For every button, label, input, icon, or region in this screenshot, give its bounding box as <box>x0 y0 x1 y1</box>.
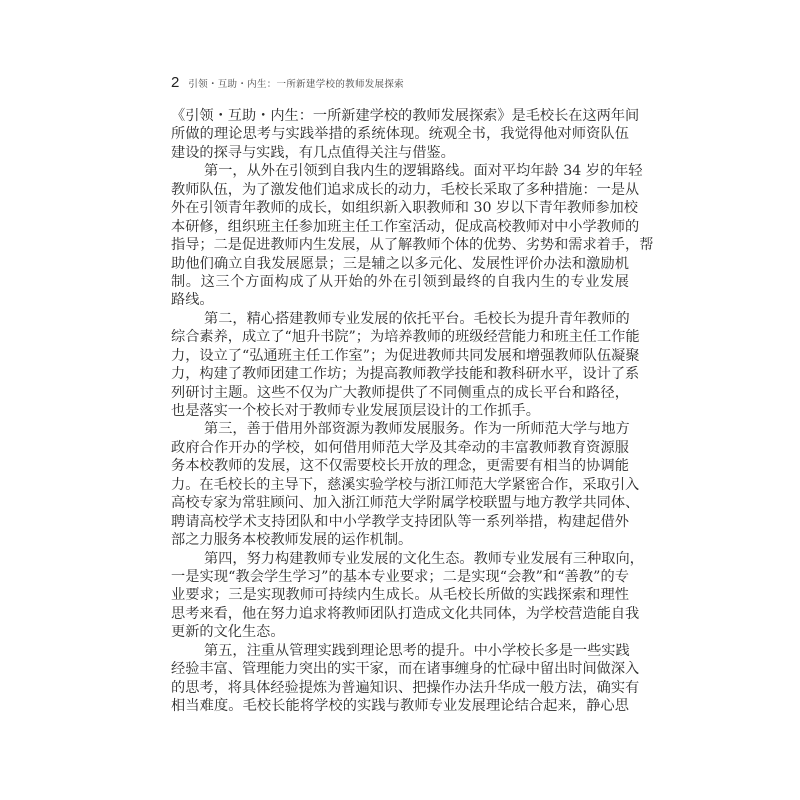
text-line: 建设的探寻与实践，有几点值得关注与借鉴。 <box>171 144 455 161</box>
text-line: 列研讨主题。这些不仅为广大教师提供了不同侧重点的成长平台和路径， <box>171 384 629 401</box>
paragraph <box>171 107 640 162</box>
text-line: 高校专家为常驻顾问、加入浙江师范大学附属学校联盟与地方教学共同体、 <box>171 495 640 512</box>
text-line: 助他们确立自我发展愿景；三是辅之以多元化、发展性评价办法和激励机 <box>171 255 629 272</box>
text-line: 第二，精心搭建教师专业发展的依托平台。毛校长为提升青年教师的 <box>204 310 630 327</box>
text-line: 经验丰富、管理能力突出的实干家，而在诸事缠身的忙碌中留出时间做深入 <box>171 661 640 678</box>
text-line: 《引领・互助・内生：一所新建学校的教师发展探索》是毛校长在这两年间 <box>171 108 640 124</box>
text-line: 指导；二是促进教师内生发展，从了解教师个体的优势、劣势和需求着手，帮 <box>171 237 654 254</box>
paragraph <box>171 420 640 549</box>
text-line: 教师队伍，为了激发他们追求成长的动力，毛校长采取了多种措施：一是从 <box>171 181 640 198</box>
text-line: 一是实现“教会学生学习”的基本专业要求；二是实现“会教”和“善教”的专 <box>171 568 629 585</box>
text-line: 所做的理论思考与实践举措的系统体现。统观全书，我觉得他对师资队伍 <box>171 126 629 143</box>
text-line: 路线。 <box>171 292 214 309</box>
text-line: 第五，注重从管理实践到理论思考的提升。中小学校长多是一些实践 <box>204 642 630 659</box>
text-line: 务本校教师的发展，这不仅需要校长开放的理念，更需要有相当的协调能 <box>171 458 629 475</box>
text-line: 力，设立了“弘通班主任工作室”；为促进教师共同发展和增强教师队伍凝聚 <box>171 347 640 364</box>
text-line: 本研修，组织班主任参加班主任工作室活动，促成高校教师对中小学教师的 <box>171 218 640 235</box>
paragraph <box>171 162 654 310</box>
text-line: 第一，从外在引领到自我内生的逻辑路线。面对平均年龄 34 岁的年轻 <box>204 163 643 180</box>
body-text <box>171 107 654 715</box>
text-line: 聘请高校学术支持团队和中小学教学支持团队等一系列举措，构建起借外 <box>171 513 629 530</box>
text-line: 更新的文化生态。 <box>171 624 285 641</box>
paragraph <box>171 642 640 716</box>
text-line: 力，构建了教师团建工作坊；为提高教师教学技能和教科研水平，设计了系 <box>171 366 640 383</box>
text-line: 政府合作开办的学校，如何借用师范大学及其牵动的丰富教师教育资源服 <box>171 439 629 456</box>
page-number: 2 <box>171 74 180 91</box>
paragraph <box>171 550 644 642</box>
running-header <box>171 74 404 91</box>
text-line: 第三，善于借用外部资源为教师发展服务。作为一所师范大学与地方 <box>204 421 630 438</box>
text-line: 综合素养，成立了“旭升书院”；为培养教师的班级经营能力和班主任工作能 <box>171 329 640 346</box>
text-line: 的思考，将具体经验提炼为普遍知识、把操作办法升华成一般方法，确实有 <box>171 679 640 696</box>
text-line: 第四，努力构建教师专业发展的文化生态。教师专业发展有三种取向， <box>204 550 644 567</box>
text-line: 也是落实一个校长对于教师专业发展顶层设计的工作抓手。 <box>171 403 540 419</box>
text-line: 业要求；三是实现教师可持续内生成长。从毛校长所做的实践探索和理性 <box>171 587 629 604</box>
text-line: 思考来看，他在努力追求将教师团队打造成文化共同体，为学校营造能自我 <box>171 605 640 622</box>
paragraph <box>171 310 640 421</box>
text-line: 相当难度。毛校长能将学校的实践与教师专业发展理论结合起来，静心思 <box>171 698 629 714</box>
running-title: 引领・互助・内生：一所新建学校的教师发展探索 <box>188 79 404 90</box>
text-line: 外在引领青年教师的成长，如组织新入职教师和 30 岁以下青年教师参加校 <box>171 200 638 217</box>
text-line: 部之力服务本校教师发展的运作机制。 <box>171 532 413 549</box>
text-line: 制。这三个方面构成了从开始的外在引领到最终的自我内生的专业发展 <box>171 273 629 290</box>
text-line: 力。在毛校长的主导下，慈溪实验学校与浙江师范大学紧密合作，采取引入 <box>171 476 640 493</box>
